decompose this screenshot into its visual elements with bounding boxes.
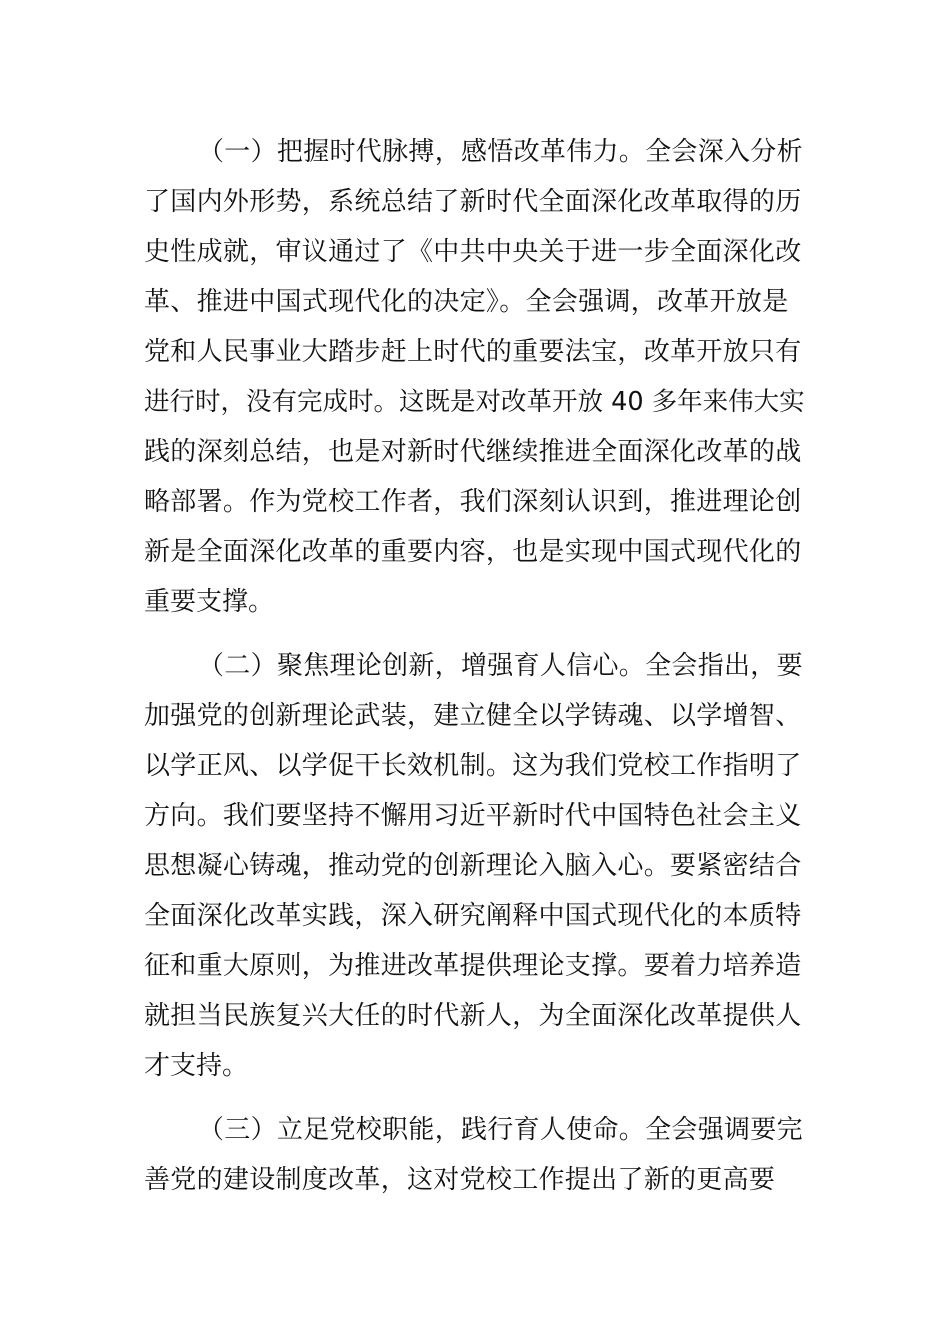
text-line: 重要支撑。 bbox=[144, 587, 275, 617]
text-line: 党和人民事业大踏步赶上时代的重要法宝，改革开放只有 bbox=[144, 337, 802, 367]
text-line: 革、推进中国式现代化的决定》。全会强调，改革开放是 bbox=[144, 287, 789, 317]
text-line: （三）立足党校职能，践行育人使命。全会强调要完 bbox=[198, 1115, 803, 1145]
text-line: 以学正风、以学促干长效机制。这为我们党校工作指明了 bbox=[144, 751, 802, 781]
text-line: 略部署。作为党校工作者，我们深刻认识到，推进理论创 bbox=[144, 487, 802, 517]
text-line: 善党的建设制度改革，这对党校工作提出了新的更高要 bbox=[144, 1165, 776, 1195]
text-line: 才支持。 bbox=[144, 1051, 249, 1081]
text-line: （二）聚焦理论创新，增强育人信心。全会指出，要 bbox=[198, 651, 803, 681]
text-line: 征和重大原则，为推进改革提供理论支撑。要着力培养造 bbox=[144, 951, 802, 981]
text-line: 就担当民族复兴大任的时代新人，为全面深化改革提供人 bbox=[144, 1001, 802, 1031]
text-line: 全面深化改革实践，深入研究阐释中国式现代化的本质特 bbox=[144, 901, 802, 931]
text-line: 了国内外形势，系统总结了新时代全面深化改革取得的历 bbox=[144, 187, 802, 217]
text-line: （一）把握时代脉搏，感悟改革伟力。全会深入分析 bbox=[198, 137, 803, 167]
text-line: 新是全面深化改革的重要内容，也是实现中国式现代化的 bbox=[144, 537, 802, 567]
text-line: 进行时，没有完成时。这既是对改革开放 40 多年来伟大实 bbox=[144, 387, 805, 417]
text-line: 方向。我们要坚持不懈用习近平新时代中国特色社会主义 bbox=[144, 801, 802, 831]
text-line: 史性成就，审议通过了《中共中央关于进一步全面深化改 bbox=[144, 237, 802, 267]
text-line: 践的深刻总结，也是对新时代继续推进全面深化改革的战 bbox=[144, 437, 802, 467]
text-line: 思想凝心铸魂，推动党的创新理论入脑入心。要紧密结合 bbox=[144, 851, 802, 881]
text-line: 加强党的创新理论武装，建立健全以学铸魂、以学增智、 bbox=[144, 701, 802, 731]
